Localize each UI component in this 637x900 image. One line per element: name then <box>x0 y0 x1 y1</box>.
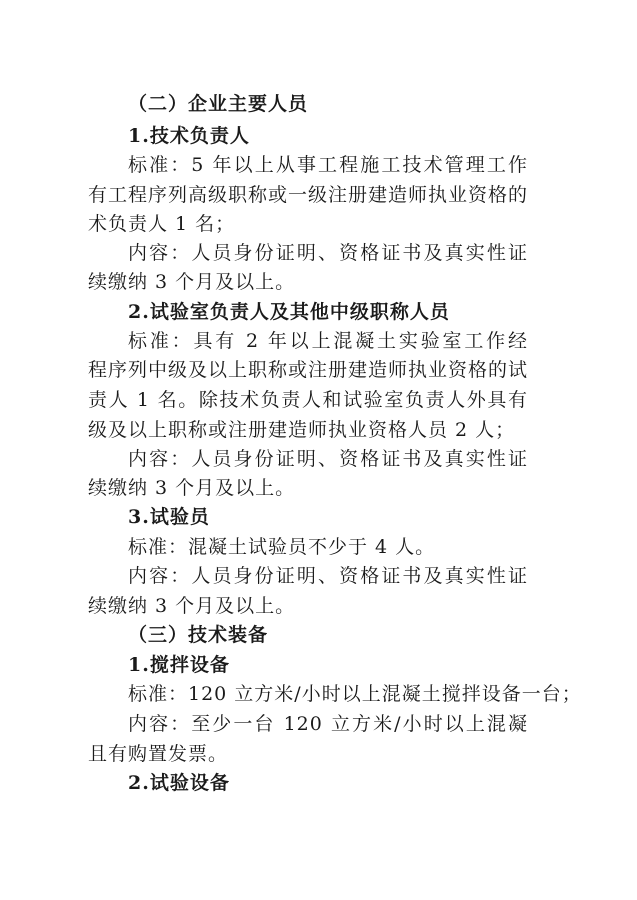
paragraph-line: 续缴纳 3 个月及以上。 <box>88 595 296 617</box>
item-title-technical-lead: 1.技术负责人 <box>128 125 250 147</box>
paragraph-line: 有工程序列高级职称或一级注册建造师执业资格的 <box>88 184 528 206</box>
paragraph-line: 级及以上职称或注册建造师执业资格人员 2 人； <box>88 419 516 441</box>
paragraph-line: 标准：具有 2 年以上混凝土实验室工作经 <box>128 330 528 352</box>
paragraph-line: 内容：人员身份证明、资格证书及真实性证 <box>128 565 528 587</box>
paragraph-line: 程序列中级及以上职称或注册建造师执业资格的试 <box>88 359 528 381</box>
item-title-tester: 3.试验员 <box>128 506 210 528</box>
paragraph-line: 且有购置发票。 <box>88 743 229 765</box>
section-heading-personnel: （二）企业主要人员 <box>128 93 309 115</box>
paragraph-line: 术负责人 1 名； <box>88 213 236 235</box>
paragraph-line: 内容：人员身份证明、资格证书及真实性证 <box>128 242 528 264</box>
paragraph-line: 标准：混凝土试验员不少于 4 人。 <box>128 536 436 558</box>
paragraph-line: 内容：至少一台 120 立方米/小时以上混凝 <box>128 713 528 735</box>
section-heading-equipment: （三）技术装备 <box>128 624 269 646</box>
paragraph-line: 责人 1 名。除技术负责人和试验室负责人外具有 <box>88 389 528 411</box>
paragraph-line: 内容：人员身份证明、资格证书及真实性证 <box>128 448 528 470</box>
paragraph-line: 续缴纳 3 个月及以上。 <box>88 271 296 293</box>
item-title-testing-equipment: 2.试验设备 <box>128 772 230 794</box>
item-title-lab-lead: 2.试验室负责人及其他中级职称人员 <box>128 301 450 323</box>
paragraph-line: 标准：120 立方米/小时以上混凝土搅拌设备一台； <box>128 683 582 705</box>
item-title-mixing-equipment: 1.搅拌设备 <box>128 654 230 676</box>
paragraph-line: 续缴纳 3 个月及以上。 <box>88 477 296 499</box>
paragraph-line: 标准：5 年以上从事工程施工技术管理工作 <box>128 154 528 176</box>
